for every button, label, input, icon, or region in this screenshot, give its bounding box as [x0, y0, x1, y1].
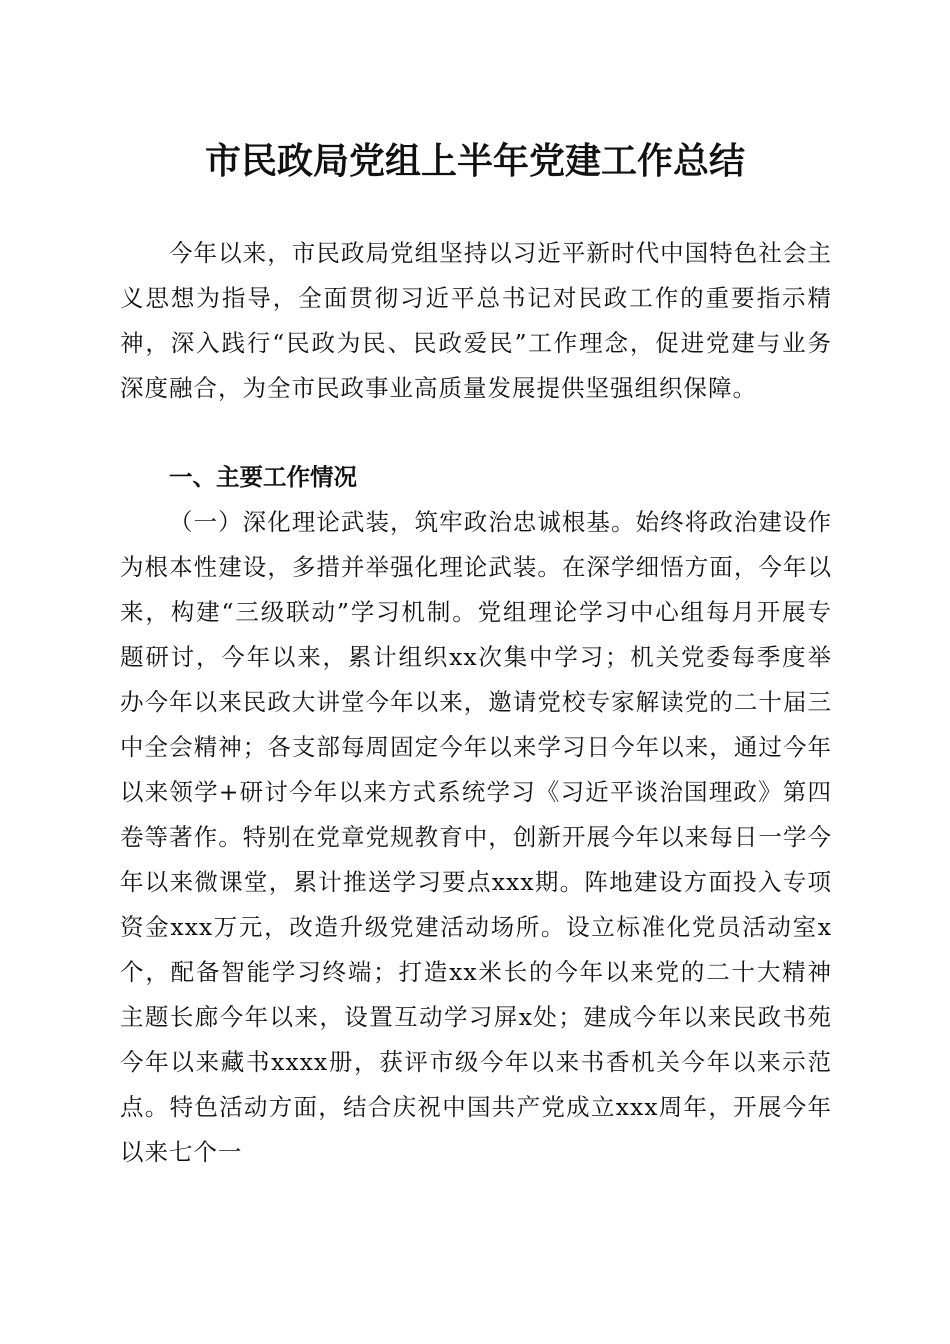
section-1-body: 始终将政治建设作为根本性建设，多措并举强化理论武装。在深学细悟方面，今年以来，构建“三级联动”学习机制。党组理论学习中心组每月开展专题研讨，今年以来，累计组织xx次集中学习；机关党委每季度举办今年以来民政大讲堂今年以来，邀请党校专家解读党的二十届三中全会精神；各支部每周固定今年以来学习日今年以来，通过今年以来领学+研讨今年以来方式系统学习《习近平谈治国理政》第四卷等著作。特别在党章党规教育中，创新开展今年以来每日一学今年以来微课堂，累计推送学习要点xxx期。阵地建设方面投入专项资金xxx万元，改造升级党建活动场所。设立标准化党员活动室x个，配备智能学习终端；打造xx米长的今年以来党的二十大精神主题长廊今年以来，设置互动学习屏x处；建成今年以来民政书苑今年以来藏书xxxx册，获评市级今年以来书香机关今年以来示范点。特色活动方面，结合庆祝中国共产党成立xxx周年，开展今年以来七个一: [120, 508, 833, 1166]
section-1-paragraph: [120, 500, 832, 1175]
document-title: 市民政局党组上半年党建工作总结: [204, 140, 745, 182]
section-heading-1: 一、主要工作情况: [169, 463, 357, 491]
intro-paragraph: 今年以来，市民政局党组坚持以习近平新时代中国特色社会主义思想为指导，全面贯彻习近平总书记对民政工作的重要指示精神，深入践行“民政为民、民政爱民”工作理念，促进党建与业务深度融合，为全市民政事业高质量发展提供坚强组织保障。: [120, 239, 832, 402]
section-1-subheading: （一）深化理论武装，筑牢政治忠诚根基。: [169, 508, 636, 536]
